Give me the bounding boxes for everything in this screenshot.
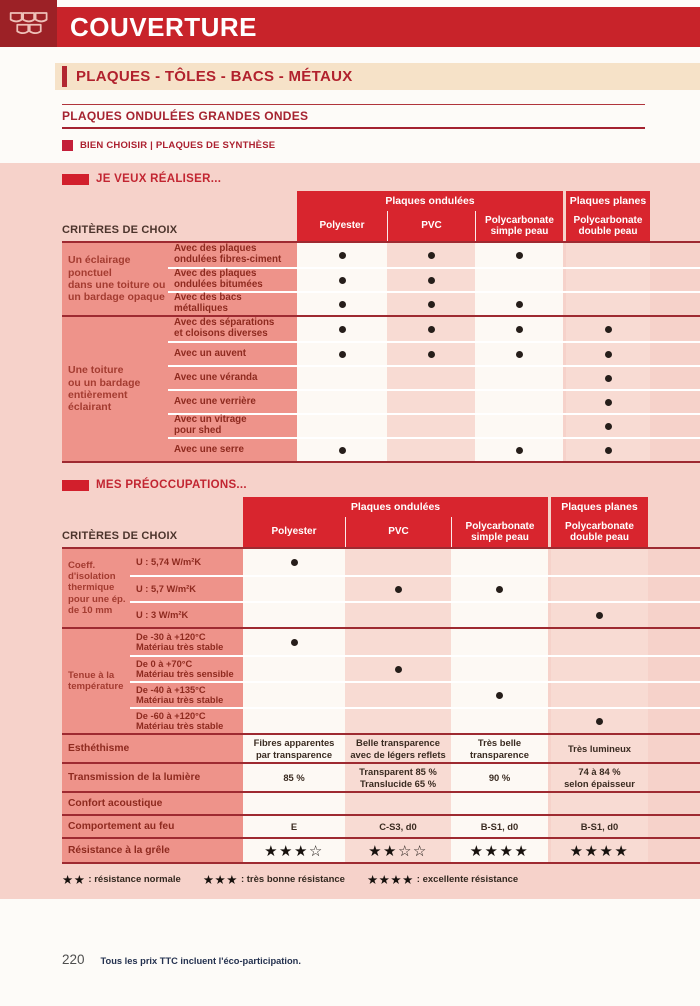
group-label: Coeff. d'isolation thermique pour une ép. de 10 mm (62, 549, 130, 627)
table-row (168, 437, 700, 461)
dot-cell (551, 549, 648, 575)
dot-cell (387, 343, 475, 365)
table-row (168, 389, 700, 413)
dot-cell (297, 391, 387, 413)
dot-cell (345, 603, 451, 627)
table-row (168, 365, 700, 389)
category-title: PLAQUES - TÔLES - BACS - MÉTAUX (76, 68, 353, 85)
legend-stars: ★★ (62, 873, 86, 887)
dot-marker (516, 447, 523, 454)
dot-cell (451, 577, 548, 601)
dot-marker (428, 351, 435, 358)
dot-cell (243, 549, 345, 575)
value-cell: C-S3, d0 (345, 816, 451, 837)
table-row (130, 575, 700, 601)
dot-cell (475, 317, 563, 341)
table-body (62, 241, 700, 463)
row-label: Avec des plaques ondulées fibres-ciment (168, 243, 297, 267)
dot-cell (566, 269, 650, 291)
dot-cell (451, 603, 548, 627)
group-rows (168, 317, 700, 461)
dot-cell (566, 415, 650, 437)
value-cell: Transparent 85 % Translucide 65 % (345, 764, 451, 791)
value-cell (345, 793, 451, 814)
dot-marker (339, 277, 346, 284)
dot-cell (566, 317, 650, 341)
dot-cell (345, 683, 451, 707)
stars-cell: ★★★☆ (243, 839, 345, 862)
footer-note: Tous les prix TTC incluent l'éco-participation. (100, 956, 301, 966)
dot-marker (496, 586, 503, 593)
table-je-veux-realiser (62, 173, 700, 463)
dot-cell (475, 391, 563, 413)
dot-cell (345, 577, 451, 601)
dot-cell (566, 391, 650, 413)
dot-marker (605, 351, 612, 358)
table-row (168, 341, 700, 365)
group-label: Un éclairage ponctuel dans une toiture ou un bardage opaque (62, 243, 168, 315)
dot-cell (297, 293, 387, 315)
dot-cell (387, 317, 475, 341)
criteria-group (62, 629, 700, 735)
dot-cell (551, 709, 648, 733)
header-group-label: Plaques ondulées (350, 501, 441, 513)
table-row (130, 629, 700, 655)
dot-cell (387, 439, 475, 461)
dot-cell (451, 657, 548, 681)
dot-cell (297, 439, 387, 461)
dot-cell (451, 629, 548, 655)
band-accent-bar (62, 66, 67, 87)
header-spacer (62, 497, 243, 547)
criteria-label: CRITÈRES DE CHOIX (62, 224, 178, 236)
value-cell: Très lumineux (551, 735, 648, 762)
dot-cell (243, 577, 345, 601)
dot-marker (428, 277, 435, 284)
dot-marker (339, 252, 346, 259)
column-header: Polycarbonate double peau (573, 214, 643, 237)
dot-cell (551, 657, 648, 681)
dot-marker (596, 612, 603, 619)
header-group-label: Plaques planes (561, 501, 638, 513)
dot-cell (243, 657, 345, 681)
row-label: De -40 à +135°C Matériau très stable (130, 683, 243, 707)
dot-cell (345, 549, 451, 575)
dot-marker (395, 666, 402, 673)
row-label: Avec des bacs métalliques (168, 293, 297, 315)
table-title-label: MES PRÉOCCUPATIONS... (96, 479, 247, 491)
table-row (62, 816, 700, 839)
breadcrumb-label: BIEN CHOISIR | PLAQUES DE SYNTHÈSE (80, 140, 276, 151)
row-label: Avec une serre (168, 439, 297, 461)
table-header (62, 191, 700, 241)
square-bullet-icon (62, 140, 73, 151)
criteria-group (62, 549, 700, 629)
dot-marker (339, 326, 346, 333)
dot-cell (387, 415, 475, 437)
table-body (62, 547, 700, 864)
criteria-group (62, 317, 700, 463)
row-label: Avec des séparations et cloisons diverses (168, 317, 297, 341)
page-header (0, 0, 700, 55)
dot-cell (475, 439, 563, 461)
value-cell: 85 % (243, 764, 345, 791)
value-cell (451, 793, 548, 814)
dot-marker (516, 301, 523, 308)
group-label: Tenue à la température (62, 629, 130, 733)
value-cell: E (243, 816, 345, 837)
dot-cell (566, 343, 650, 365)
dot-cell (551, 629, 648, 655)
group-rows (168, 243, 700, 315)
dot-marker (395, 586, 402, 593)
dot-cell (475, 367, 563, 389)
dot-marker (339, 301, 346, 308)
value-cell: Fibres apparentes par transparence (243, 735, 345, 762)
column-header: Polyester (271, 526, 317, 538)
group-label: Une toiture ou un bardage entièrement éclairant (62, 317, 168, 461)
row-label: Avec une verrière (168, 391, 297, 413)
table-row (62, 839, 700, 864)
dot-cell (297, 269, 387, 291)
header-spacer (62, 191, 297, 241)
value-cell: Belle transparence avec de légers reflets (345, 735, 451, 762)
dot-cell (297, 367, 387, 389)
dot-cell (243, 683, 345, 707)
row-label: Avec des plaques ondulées bitumées (168, 269, 297, 291)
criteria-label: CRITÈRES DE CHOIX (62, 530, 178, 542)
dot-marker (496, 692, 503, 699)
dot-marker (428, 252, 435, 259)
header-columns (297, 211, 563, 241)
dot-cell (345, 629, 451, 655)
dot-cell (566, 293, 650, 315)
row-label: Résistance à la grêle (62, 839, 243, 862)
dot-cell (297, 317, 387, 341)
dot-marker (605, 326, 612, 333)
table-header (62, 497, 700, 547)
dot-cell (551, 603, 648, 627)
synthesis-panel (0, 163, 700, 899)
dot-cell (566, 243, 650, 267)
table-row (130, 681, 700, 707)
table-mes-preoccupations (62, 479, 700, 864)
row-label: De -60 à +120°C Matériau très stable (130, 709, 243, 733)
row-label: De -30 à +120°C Matériau très stable (130, 629, 243, 655)
table-row (168, 291, 700, 315)
header-group-label: Plaques planes (569, 195, 647, 207)
table-row (168, 267, 700, 291)
dot-cell (475, 415, 563, 437)
column-header: Polyester (319, 220, 365, 232)
row-label: Confort acoustique (62, 793, 243, 814)
legend-text: : excellente résistance (416, 874, 519, 885)
table-row (62, 735, 700, 764)
page-footer (62, 952, 301, 967)
dot-marker (291, 559, 298, 566)
dot-cell (243, 603, 345, 627)
column-header: Polycarbonate double peau (565, 520, 634, 543)
dot-cell (387, 269, 475, 291)
dot-marker (516, 351, 523, 358)
header-group-ondulees (297, 191, 563, 241)
dot-cell (387, 391, 475, 413)
section-title: PLAQUES ONDULÉES GRANDES ONDES (62, 109, 645, 129)
table-row (130, 601, 700, 627)
dot-cell (297, 343, 387, 365)
row-label: U : 5,7 W/m²K (130, 577, 243, 601)
dot-marker (516, 252, 523, 259)
dot-cell (451, 683, 548, 707)
column-header: Polycarbonate simple peau (451, 517, 548, 547)
dot-marker (428, 326, 435, 333)
dot-cell (387, 293, 475, 315)
page-number: 220 (62, 952, 85, 967)
table-row (168, 317, 700, 341)
dot-cell (387, 367, 475, 389)
header-group-planes (551, 497, 648, 547)
value-cell: 74 à 84 % selon épaisseur (551, 764, 648, 791)
row-label: Esthéthisme (62, 735, 243, 762)
row-label: Transmission de la lumière (62, 764, 243, 791)
column-header: PVC (345, 517, 451, 547)
dot-marker (428, 301, 435, 308)
row-label: De 0 à +70°C Matériau très sensible (130, 657, 243, 681)
value-cell: B-S1, d0 (451, 816, 548, 837)
column-header: PVC (387, 211, 475, 241)
dot-cell (551, 683, 648, 707)
value-cell (551, 793, 648, 814)
row-label: Avec un auvent (168, 343, 297, 365)
dot-marker (605, 447, 612, 454)
dot-marker (339, 351, 346, 358)
table-row (130, 655, 700, 681)
dot-cell (566, 367, 650, 389)
header-group-planes (566, 191, 650, 241)
dot-marker (516, 326, 523, 333)
dot-cell (451, 549, 548, 575)
legend-text: : résistance normale (88, 874, 181, 885)
row-label: Comportement au feu (62, 816, 243, 837)
dot-marker (596, 718, 603, 725)
section-block (62, 104, 645, 129)
row-label: Avec un vitrage pour shed (168, 415, 297, 437)
dot-cell (297, 243, 387, 267)
dot-cell (243, 629, 345, 655)
roof-tiles-icon (0, 0, 57, 47)
table-row (130, 549, 700, 575)
column-header: Polycarbonate simple peau (475, 211, 563, 241)
legend-stars: ★★★★ (366, 873, 414, 887)
dot-marker (605, 423, 612, 430)
legend-item (367, 872, 518, 887)
header-group-label: Plaques ondulées (385, 195, 475, 207)
legend-item (62, 872, 181, 887)
row-label: U : 3 W/m²K (130, 603, 243, 627)
stars-legend (62, 872, 700, 887)
table-row (62, 793, 700, 816)
legend-text: : très bonne résistance (240, 874, 345, 885)
row-label: Avec une véranda (168, 367, 297, 389)
title-marker-icon (62, 480, 89, 491)
dot-cell (387, 243, 475, 267)
dot-cell (475, 343, 563, 365)
dot-cell (451, 709, 548, 733)
criteria-group (62, 243, 700, 317)
dot-cell (297, 415, 387, 437)
table-row (168, 243, 700, 267)
legend-item (203, 872, 345, 887)
dot-cell (566, 439, 650, 461)
value-cell: B-S1, d0 (551, 816, 648, 837)
table-row (62, 764, 700, 793)
value-cell: 90 % (451, 764, 548, 791)
stars-cell: ★★☆☆ (345, 839, 451, 862)
dot-cell (475, 243, 563, 267)
dot-cell (551, 577, 648, 601)
dot-cell (345, 709, 451, 733)
breadcrumb (62, 140, 700, 151)
value-cell: Très belle transparence (451, 735, 548, 762)
table-title (62, 479, 700, 491)
dot-cell (243, 709, 345, 733)
header-group-ondulees (243, 497, 548, 547)
table-row (168, 413, 700, 437)
dot-cell (345, 657, 451, 681)
category-band (55, 63, 700, 90)
dot-marker (291, 639, 298, 646)
dot-marker (605, 375, 612, 382)
legend-stars: ★★★ (202, 873, 238, 887)
page-title: COUVERTURE (70, 12, 258, 42)
dot-cell (475, 293, 563, 315)
group-rows (130, 629, 700, 733)
dot-marker (339, 447, 346, 454)
row-label: U : 5,74 W/m²K (130, 549, 243, 575)
header-columns (243, 517, 548, 547)
title-marker-icon (62, 174, 89, 185)
value-cell (243, 793, 345, 814)
table-title (62, 173, 700, 185)
stars-cell: ★★★★ (451, 839, 548, 862)
table-title-label: JE VEUX RÉALISER... (96, 173, 222, 185)
group-rows (130, 549, 700, 627)
stars-cell: ★★★★ (551, 839, 648, 862)
dot-marker (605, 399, 612, 406)
dot-cell (475, 269, 563, 291)
table-row (130, 707, 700, 733)
